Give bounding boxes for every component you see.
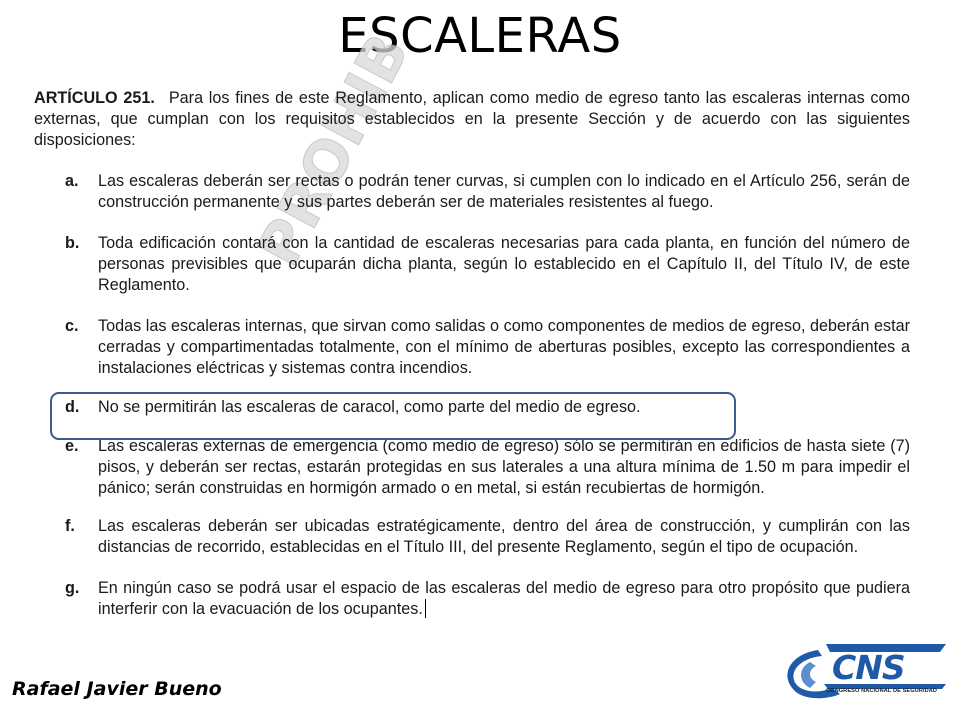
list-item-f <box>34 516 910 558</box>
document-scan <box>34 88 910 620</box>
highlight-box-item-d <box>50 392 736 440</box>
list-item-b <box>34 233 910 296</box>
list-item-c <box>34 316 910 379</box>
item-letter: d. <box>65 398 80 416</box>
article-text: Para los fines de este Reglamento, aplican como medio de egreso tanto las escaleras internas como externas, que cumplan con los requisitos establecidos en la presente Sección y de acuerdo con las siguientes disposiciones: <box>34 89 910 149</box>
item-text: Todas las escaleras internas, que sirvan como salidas o como componentes de medios de egreso, deberán estar cerradas y compartimentadas totalmente, con el mínimo de aberturas posibles, excepto las correspondientes a instalaciones eléctricas y sistemas contra incendios. <box>98 317 910 377</box>
item-letter: g. <box>65 579 80 597</box>
item-text: Las escaleras deberán ser ubicadas estratégicamente, dentro del área de construcción, y cumplirán con las distancias de recorrido, establecidas en el Título III, del presente Reglamento, según el tipo de ocupación. <box>98 517 910 556</box>
logo-text: CNS <box>832 648 905 687</box>
item-letter: f. <box>65 517 75 535</box>
item-letter: c. <box>65 317 79 335</box>
author-name: Rafael Javier Bueno <box>12 678 222 700</box>
list-item-g <box>34 578 910 620</box>
list-item-a <box>34 171 910 213</box>
watermark-text: PROHIB <box>244 23 423 277</box>
logo-caption: CONGRESO NACIONAL DE SEGURIDAD <box>826 688 938 694</box>
item-text: Las escaleras deberán ser rectas o podrán tener curvas, si cumplen con lo indicado en el Artículo 256, serán de construcción permanente y sus partes deberán ser de materiales resistentes al fuego. <box>98 172 910 211</box>
item-text <box>98 578 910 620</box>
item-text: Las escaleras externas de emergencia (como medio de egreso) sólo se permitirán en edificios de hasta siete (7) pisos, y deberán ser rectas, estarán protegidas en sus laterales a una altura mínima de 1.50 m para impedir el pánico; serán construidas en hormigón armado o en metal, si están recubiertas de hormigón. <box>98 437 910 497</box>
article-paragraph <box>34 88 910 151</box>
item-letter: e. <box>65 437 79 455</box>
item-text: No se permitirán las escaleras de caracol, como parte del medio de egreso. <box>98 398 641 416</box>
item-letter: a. <box>65 172 79 190</box>
article-number: ARTÍCULO 251. <box>34 89 155 107</box>
item-text-g: En ningún caso se podrá usar el espacio de las escaleras del medio de egreso para otro propósito que pudiera interferir con la evacuación de los ocupantes. <box>98 579 910 618</box>
text-cursor <box>425 599 427 618</box>
slide-title: ESCALERAS <box>338 8 622 64</box>
list-item-e <box>34 436 910 499</box>
item-text: Toda edificación contará con la cantidad de escaleras necesarias para cada planta, en función del número de personas previsibles que ocuparán dicha planta, según lo establecido en el Capítulo II, del Título IV, de este Reglamento. <box>98 234 910 294</box>
item-letter: b. <box>65 234 80 252</box>
